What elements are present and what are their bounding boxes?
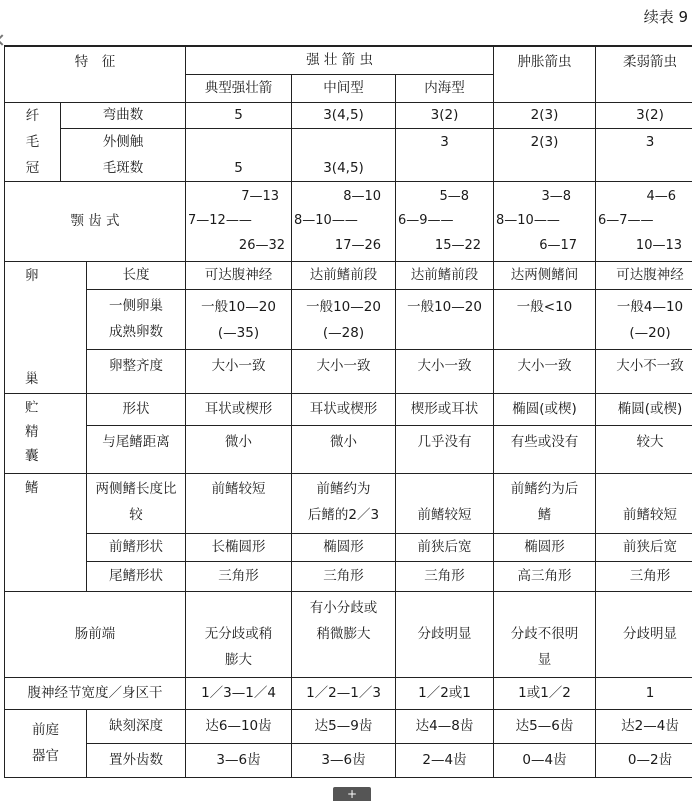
fin-ratio-line: 后鳍的2／3 (307, 506, 380, 523)
jaw-top: 8—10 (343, 189, 382, 204)
outer-spots-cell (292, 128, 396, 155)
jaw-top: 3—8 (541, 189, 572, 204)
jaw-top: 4—6 (646, 189, 677, 204)
nerve-ratio-cell: 1／2—1／3 (292, 677, 396, 709)
jaw-formula-cell (396, 181, 494, 261)
group-header-strong: 强 壮 箭 虫 (186, 46, 494, 74)
ovary-eggs-label-line: 成熟卵数 (109, 324, 163, 340)
notch-depth-cell: 达2—4齿 (596, 709, 692, 743)
col-header-swollen: 肿胀箭虫 (494, 46, 596, 102)
intestine-line: 有小分歧或 (309, 600, 378, 616)
outer-teeth-cell: 3—6齿 (186, 743, 292, 777)
collapse-arrow-icon[interactable] (0, 34, 8, 45)
vestibule-group-line: 前庭 (32, 722, 59, 738)
vesicle-group-text: 贮精囊 (25, 399, 39, 464)
jaw-formula-cell (494, 181, 596, 261)
fin-ratio-line (596, 476, 692, 502)
ovary-eggs-line: 一般10—20 (407, 298, 482, 315)
jaw-bot: 17—26 (334, 238, 382, 253)
outer-spots-cell (186, 128, 292, 155)
notch-depth-cell: 达5—9齿 (292, 709, 396, 743)
intestine-cell (596, 591, 692, 677)
jaw-formula-cell (186, 181, 292, 261)
outer-spots-cell (494, 155, 596, 182)
fin-tail-label: 尾鳍形状 (87, 561, 186, 591)
vesicle-distance-cell: 较大 (596, 425, 692, 473)
nerve-ratio-cell: 1／2或1 (396, 677, 494, 709)
outer-spots-cell (396, 155, 494, 182)
fin-ratio-cell (292, 473, 396, 533)
jaw-formula-cell (596, 181, 692, 261)
fin-ratio-line: 前鳍较短 (623, 506, 678, 523)
ovary-uniform-cell: 大小一致 (292, 349, 396, 393)
intestine-cell (396, 591, 494, 677)
ovary-eggs-line: (—35) (217, 324, 260, 341)
vesicle-distance-cell: 微小 (186, 425, 292, 473)
intestine-line (596, 595, 692, 621)
fin-group-text: 鳍 (25, 479, 39, 496)
ovary-uniform-cell: 大小一致 (494, 349, 596, 393)
fin-front-cell: 长椭圆形 (186, 533, 292, 561)
outer-spots-label-line: 毛斑数 (102, 159, 144, 176)
intestine-line: 膨大 (225, 652, 253, 668)
fin-group-label (5, 473, 87, 591)
fin-ratio-line: 鳍 (537, 506, 552, 523)
notch-depth-cell: 达6—10齿 (186, 709, 292, 743)
vesicle-shape-cell: 椭圆(或楔) (494, 393, 596, 425)
vesicle-shape-cell: 耳状或楔形 (186, 393, 292, 425)
fin-front-cell: 椭圆形 (494, 533, 596, 561)
fin-tail-cell: 三角形 (292, 561, 396, 591)
jaw-bot: 10—13 (635, 238, 683, 253)
jaw-mid: 8—10—— (294, 213, 358, 228)
fin-ratio-line (396, 476, 493, 502)
fin-ratio-cell (396, 473, 494, 533)
intestine-line (494, 595, 595, 621)
jaw-formula-cell (292, 181, 396, 261)
ovary-eggs-cell (596, 289, 692, 349)
bends-cell: 3(2) (596, 102, 692, 128)
jaw-top: 5—8 (439, 189, 470, 204)
notch-depth-cell: 达5—6齿 (494, 709, 596, 743)
vesicle-distance-cell: 有些或没有 (494, 425, 596, 473)
vesicle-shape-cell: 楔形或耳状 (396, 393, 494, 425)
vestibule-group-label (5, 709, 87, 777)
fin-ratio-label-line: 较 (129, 506, 143, 523)
outer-spots-cell: 3 (396, 128, 494, 155)
ovary-eggs-cell (396, 289, 494, 349)
outer-teeth-cell: 0—2齿 (596, 743, 692, 777)
ovary-eggs-line: 一般10—20 (201, 298, 276, 315)
comparison-table (4, 45, 692, 778)
intestine-line (596, 647, 692, 673)
fin-ratio-line: 前鳍约为后 (510, 480, 579, 497)
vesicle-group-label (5, 393, 87, 473)
ovary-group-top: 卵 (25, 267, 39, 284)
ovary-eggs-label-line: 一侧卵巢 (109, 298, 163, 314)
ovary-length-cell: 达前鳍前段 (292, 261, 396, 289)
nerve-ratio-label: 腹神经节宽度／身区干 (5, 677, 186, 709)
ovary-eggs-line: 一般<10 (516, 298, 573, 315)
outer-teeth-label: 置外齿数 (87, 743, 186, 777)
ovary-length-cell: 达前鳍前段 (396, 261, 494, 289)
ovary-length-cell: 可达腹神经 (186, 261, 292, 289)
vesicle-shape-cell: 耳状或楔形 (292, 393, 396, 425)
ovary-group-label (5, 261, 87, 393)
outer-spots-label (61, 128, 186, 181)
outer-spots-cell: 3 (596, 128, 692, 155)
outer-spots-cell: 5 (186, 155, 292, 182)
jaw-bot: 15—22 (434, 238, 482, 253)
continuation-label: 续表 9 (643, 8, 688, 26)
ovary-group-bottom: 巢 (25, 370, 39, 387)
fin-ratio-cell (494, 473, 596, 533)
jaw-mid: 6—7—— (598, 213, 654, 228)
intestine-cell (186, 591, 292, 677)
ovary-uniform-cell: 大小一致 (186, 349, 292, 393)
ovary-eggs-cell (186, 289, 292, 349)
notch-depth-cell: 达4—8齿 (396, 709, 494, 743)
bends-label: 弯曲数 (61, 102, 186, 128)
bends-cell: 5 (186, 102, 292, 128)
jaw-mid: 8—10—— (496, 213, 560, 228)
feature-header: 特 征 (5, 46, 186, 102)
ovary-eggs-label (87, 289, 186, 349)
intestine-line (396, 595, 493, 621)
jaw-mid: 7—12—— (188, 213, 252, 228)
intestine-line: 显 (537, 652, 552, 668)
ovary-length-cell: 可达腹神经 (596, 261, 692, 289)
jaw-formula-label: 颚 齿 式 (5, 181, 186, 261)
fin-ratio-cell (596, 473, 692, 533)
fin-ratio-line: 前鳍较短 (211, 480, 266, 497)
ovary-eggs-cell (292, 289, 396, 349)
jaw-mid: 6—9—— (398, 213, 454, 228)
fin-ratio-cell (186, 473, 292, 533)
intestine-line (396, 647, 493, 673)
intestine-cell (494, 591, 596, 677)
vestibule-group-line: 器官 (32, 748, 59, 764)
intestine-line (186, 595, 291, 621)
fin-front-cell: 椭圆形 (292, 533, 396, 561)
fin-ratio-line: 前鳍较短 (417, 506, 472, 523)
ovary-eggs-line: 一般4—10 (616, 298, 684, 315)
subcol-header-typical: 典型强壮箭 (186, 74, 292, 102)
vesicle-distance-cell: 微小 (292, 425, 396, 473)
intestine-label: 肠前端 (5, 591, 186, 677)
outer-teeth-cell: 3—6齿 (292, 743, 396, 777)
ovary-uniform-cell: 大小不一致 (596, 349, 692, 393)
fin-ratio-label-line: 两侧鳍长度比 (95, 480, 177, 497)
fin-tail-cell: 高三角形 (494, 561, 596, 591)
intestine-line: 分歧明显 (623, 626, 678, 642)
notch-depth-label: 缺刻深度 (87, 709, 186, 743)
outer-spots-cell: 2(3) (494, 128, 596, 155)
fin-front-cell: 前狭后宽 (596, 533, 692, 561)
ovary-uniform-cell: 大小一致 (396, 349, 494, 393)
fin-tail-cell: 三角形 (396, 561, 494, 591)
outer-teeth-cell: 2—4齿 (396, 743, 494, 777)
ovary-eggs-cell (494, 289, 596, 349)
outer-spots-label-line: 外侧触 (102, 133, 144, 150)
vesicle-distance-label: 与尾鳍距离 (87, 425, 186, 473)
subcol-header-middle: 中间型 (292, 74, 396, 102)
ovary-eggs-line: (—20) (629, 324, 671, 341)
bends-cell: 2(3) (494, 102, 596, 128)
intestine-line: 分歧明显 (417, 626, 472, 642)
expand-button[interactable]: + (333, 787, 371, 801)
nerve-ratio-cell: 1 (596, 677, 692, 709)
vesicle-shape-label: 形状 (87, 393, 186, 425)
ovary-eggs-line: 一般10—20 (306, 298, 381, 315)
outer-teeth-cell: 0—4齿 (494, 743, 596, 777)
intestine-line: 分歧不很明 (510, 626, 579, 642)
bends-cell: 3(2) (396, 102, 494, 128)
fin-tail-cell: 三角形 (596, 561, 692, 591)
intestine-line: 稍微膨大 (316, 626, 371, 642)
outer-spots-cell (596, 155, 692, 182)
fin-ratio-line: 前鳍约为 (316, 480, 371, 497)
nerve-ratio-cell: 1／3—1／4 (186, 677, 292, 709)
nerve-ratio-cell: 1或1／2 (494, 677, 596, 709)
cilia-group-text: 纤毛冠 (25, 107, 40, 176)
fin-tail-cell: 三角形 (186, 561, 292, 591)
subcol-header-inland: 内海型 (396, 74, 494, 102)
jaw-bot: 6—17 (539, 238, 578, 253)
jaw-top: 7—13 (241, 189, 280, 204)
vesicle-distance-cell: 几乎没有 (396, 425, 494, 473)
ovary-length-label: 长度 (87, 261, 186, 289)
intestine-line: 无分歧或稍 (204, 626, 273, 642)
intestine-line (292, 647, 395, 673)
ovary-eggs-line: (—28) (322, 324, 365, 341)
fin-ratio-label (87, 473, 186, 533)
ovary-length-cell: 达两侧鳍间 (494, 261, 596, 289)
ovary-uniform-label: 卵整齐度 (87, 349, 186, 393)
outer-spots-cell: 3(4,5) (292, 155, 396, 182)
fin-front-label: 前鳍形状 (87, 533, 186, 561)
vesicle-shape-cell: 椭圆(或楔) (596, 393, 692, 425)
jaw-bot: 26—32 (238, 238, 286, 253)
bends-cell: 3(4,5) (292, 102, 396, 128)
cilia-group-label (5, 102, 61, 181)
intestine-cell (292, 591, 396, 677)
fin-front-cell: 前狭后宽 (396, 533, 494, 561)
col-header-weak: 柔弱箭虫 (596, 46, 692, 102)
